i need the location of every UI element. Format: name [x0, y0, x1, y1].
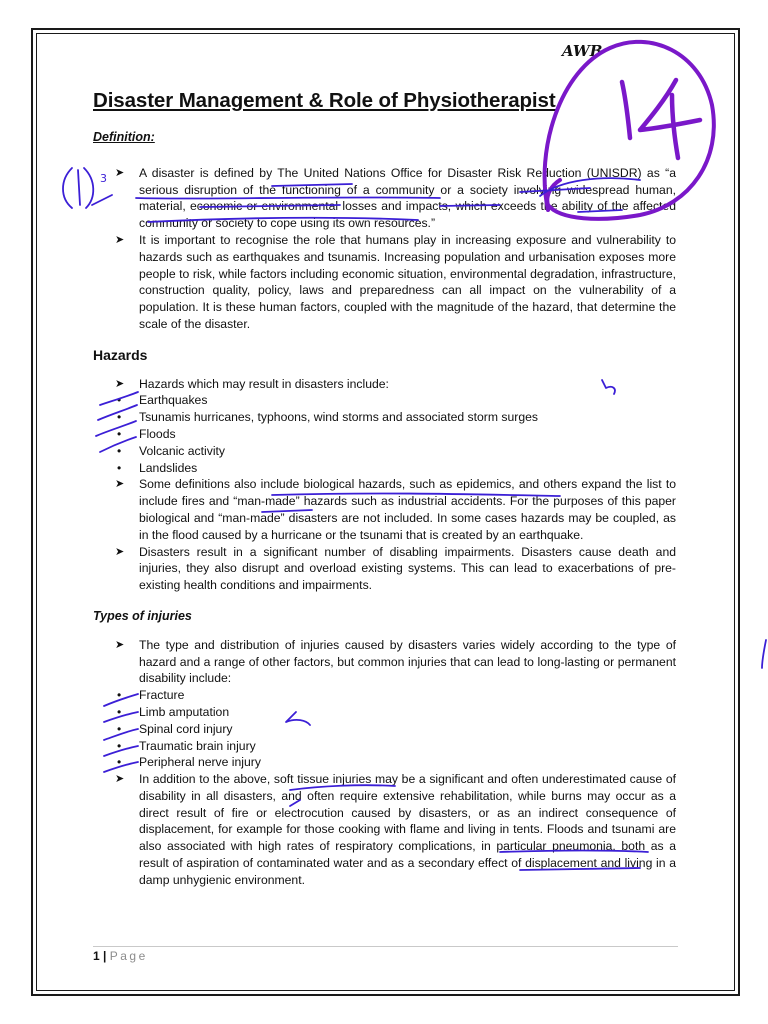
bullet-dot-icon: •	[117, 460, 122, 475]
injuries-heading: Types of injuries	[93, 608, 192, 623]
list-item: • Traumatic brain injury	[117, 738, 256, 753]
document-body	[93, 88, 676, 889]
page-label: Page	[109, 949, 148, 963]
list-item: ➤ In addition to the above, soft tissue injuries may be a significant and often underestimated cause of disability in all disasters, and often require extensive rehabilitation, while burns may occur as a direct result of fire or electrocution caused by disasters, or as an indirect consequence of displacement, for example for those cooking with flame and living in tents. Floods and tsunami are also associated with high rates of respiratory complications, in particular pneumonia, both as a result of aspiration of contaminated water and as a secondary effect of displacement and living in a damp unhygienic environment.	[115, 772, 676, 887]
list-item: • Fracture	[117, 688, 185, 703]
bullet-dot-icon: •	[117, 704, 122, 719]
bullet-dot-icon: •	[117, 688, 122, 703]
arrow-bullet-icon: ➤	[115, 638, 125, 651]
list-item: ➤ A disaster is defined by The United Nations Office for Disaster Risk Reduction (UNISDR) as “a serious disruption of the functioning of a community or a society involving widespread human, material, economic or environmental losses and impacts, which exceeds the ability of the affected community or society to cope using its own resources.”	[115, 165, 676, 231]
page-separator: |	[103, 949, 107, 963]
list-item: ➤ Hazards which may result in disasters include:	[115, 376, 389, 391]
bullet-dot-icon: •	[117, 443, 122, 458]
arrow-bullet-icon: ➤	[115, 377, 125, 390]
list-item: • Tsunamis hurricanes, typhoons, wind storms and associated storm surges	[117, 410, 538, 425]
bullet-dot-icon: •	[117, 755, 122, 770]
bullet-dot-icon: •	[117, 426, 122, 441]
page-footer	[93, 949, 148, 963]
list-item: • Floods	[117, 426, 176, 441]
arrow-bullet-icon: ➤	[115, 166, 125, 179]
margin-note-three: 3	[100, 172, 107, 185]
list-item: ➤ It is important to recognise the role that humans play in increasing exposure and vulnerability to hazards such as earthquakes and tsunamis. Increasing population and urbanisation exposes more people to risk, while factors including economic situation, environmental degradation, infrastructure, construction quality, policy, laws and preparedness can all impact on the vulnerability of a population. It is these human factors, coupled with the magnitude of the hazard, that determine the scale of the disaster.	[115, 232, 676, 331]
bullet-dot-icon: •	[117, 410, 122, 425]
list-item: • Spinal cord injury	[117, 721, 233, 736]
injuries-list	[93, 637, 676, 889]
hazards-heading: Hazards	[93, 346, 148, 363]
list-item: • Earthquakes	[117, 393, 208, 408]
list-item: • Limb amputation	[117, 704, 230, 719]
bullet-dot-icon: •	[117, 738, 122, 753]
arrow-bullet-icon: ➤	[115, 478, 125, 491]
hazards-list	[93, 376, 676, 594]
definition-list	[93, 165, 676, 333]
page-number: 1	[93, 949, 100, 963]
list-item: ➤ The type and distribution of injuries caused by disasters varies widely according to the type of hazard and a range of other factors, but common injuries that can lead to long-lasting or permanent disability include:	[115, 637, 676, 686]
bullet-dot-icon: •	[117, 721, 122, 736]
list-item: • Peripheral nerve injury	[117, 755, 261, 770]
list-item: ➤ Disasters result in a significant number of disabling impairments. Disasters cause death and injuries, they also disrupt and overload existing systems. This can lead to exacerbations of pre-existing health conditions and impairments.	[115, 544, 676, 593]
document-title: Disaster Management & Role of Physiotherapist	[93, 89, 556, 112]
arrow-bullet-icon: ➤	[115, 773, 125, 786]
arrow-bullet-icon: ➤	[115, 545, 125, 558]
list-item: • Landslides	[117, 460, 198, 475]
list-item: ➤ Some definitions also include biological hazards, such as epidemics, and others expand the list to include fires and “man-made” hazards such as industrial accidents. For the purposes of this paper biological and “man-made” disasters are not included. In some cases hazards may be coupled, as in the flood caused by a hurricane or the tsunami that is created by an earthquake.	[115, 477, 676, 542]
footer-divider	[93, 946, 678, 947]
author-initials: AWB	[562, 42, 603, 60]
bullet-dot-icon: •	[117, 393, 122, 408]
definition-heading: Definition:	[93, 130, 155, 144]
arrow-bullet-icon: ➤	[115, 233, 125, 246]
list-item: • Volcanic activity	[117, 443, 226, 458]
